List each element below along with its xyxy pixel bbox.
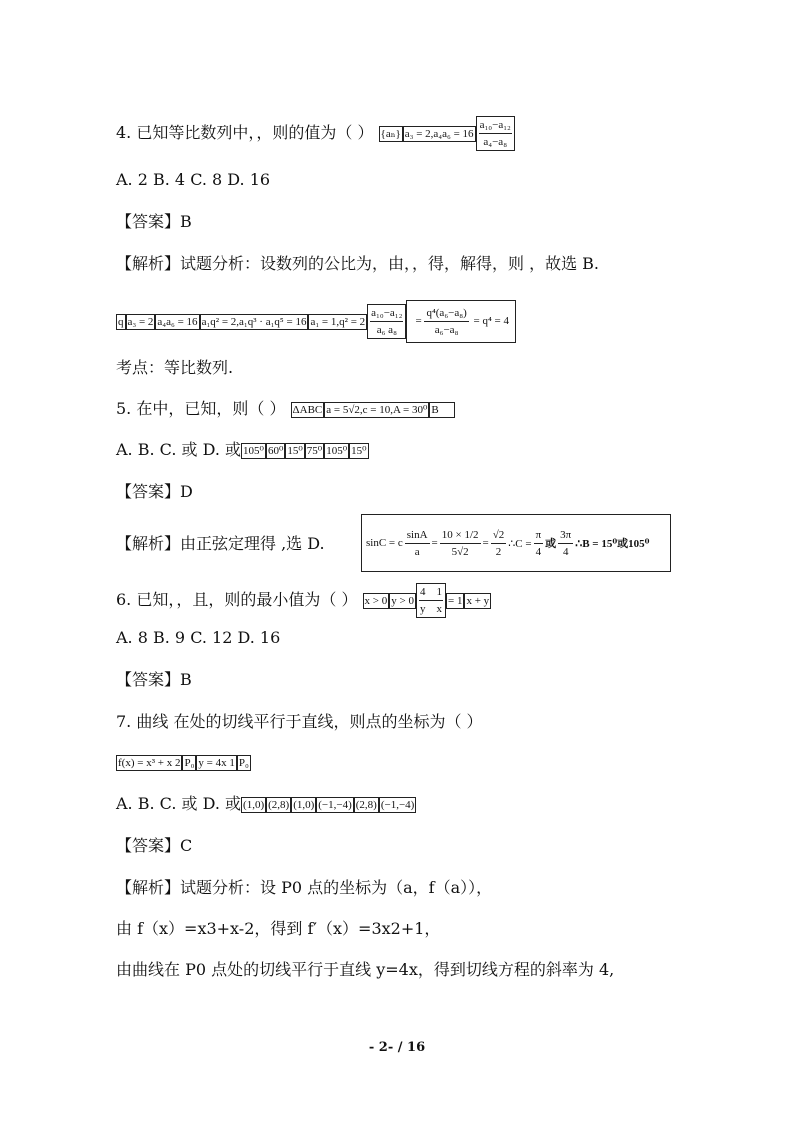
q4-sequence-box: {aₙ} <box>380 127 401 140</box>
q7-o2: (2,8) <box>268 798 290 811</box>
q7-answer: 【答案】C <box>116 836 193 855</box>
q5-o4: 75⁰ <box>306 444 323 457</box>
q7-analysis-line1: 【解析】试题分析：设 P0 点的坐标为（a，f（a））， <box>116 878 493 897</box>
q6-b2: y > 0 <box>391 594 414 607</box>
q5-analysis-line <box>116 532 325 556</box>
q6-stem-line <box>116 583 491 618</box>
q5-b-box: B <box>429 402 455 418</box>
q4-m6-fraction: $\frac{\text{a₁₀−a₁₂}}{\text{a₆ a₈}}$ <box>367 304 406 339</box>
q4-m5: a₁ = 1,q² = 2 <box>310 315 366 328</box>
q6-stem: 6. 已知，，且，则的最小值为（ ） <box>116 590 358 609</box>
q4-m1: q <box>118 315 124 328</box>
q5-stem: 5. 在中，已知，则（ ） <box>116 399 286 418</box>
q7-o6: (−1,−4) <box>380 798 415 811</box>
q7-stem: 7. 曲线 在处的切线平行于直线，则点的坐标为（ ） <box>116 712 483 731</box>
q6-options: A. 8 B. 9 C. 12 D. 16 <box>116 628 281 647</box>
q5-condition-box: a = 5√2,c = 10,A = 30⁰ <box>326 403 428 416</box>
q5-answer: 【答案】D <box>116 482 193 501</box>
q4-fraction: $\frac{\text{a₁₀−a₁₂}}{\text{a₄−a₈}}$ <box>476 116 515 151</box>
q7-b2: P₀ <box>184 756 195 769</box>
q7-formula-line <box>116 750 251 774</box>
q7-o1: (1,0) <box>243 798 265 811</box>
q7-o4: (−1,−4) <box>318 798 352 811</box>
q6-eq1: = 1 <box>447 594 463 607</box>
q4-m2: a₃ = 2 <box>127 315 154 328</box>
q5-options-line <box>116 438 369 462</box>
q6-b1: x > 0 <box>364 594 388 607</box>
q4-m3: a₄a₆ = 16 <box>157 315 198 328</box>
q7-options: A. B. C. 或 D. 或 <box>116 794 242 813</box>
q4-analysis: 【解析】试题分析：设数列的公比为，由，，得，解得，则 ，故选 B. <box>116 254 600 273</box>
q7-options-line <box>116 792 416 816</box>
q5-o3: 15⁰ <box>287 444 303 457</box>
q5-o1: 105⁰ <box>243 444 264 457</box>
q5-stem-line <box>116 397 455 421</box>
q4-kaodian: 考点：等比数列. <box>116 358 234 377</box>
q6-answer: 【答案】B <box>116 670 192 689</box>
q5-o6: 15⁰ <box>351 444 367 457</box>
q5-triangle-box: ΔABC <box>292 403 323 416</box>
q5-equation-box: sinC = c $\frac{\sin A}{a}$ = $\frac{10 \times 1/2}{5√2}$ = $\frac{√2}{2}$ ∴C = $\frac{\pi}{4}$ 或 3π 4 ∴B = 15⁰或105⁰ <box>361 514 671 572</box>
q7-b1: f(x) = x³ + x 2 <box>118 756 181 769</box>
q4-condition-box: a₃ = 2,a₄a₆ = 16 <box>404 127 474 140</box>
q4-options: A. 2 B. 4 C. 8 D. 16 <box>116 170 271 189</box>
q7-b3: y = 4x 1 <box>198 756 235 769</box>
q7-analysis-line3: 由曲线在 P0 点处的切线平行于直线 y=4x，得到切线方程的斜率为 4, <box>116 960 615 979</box>
q5-options: A. B. C. 或 D. 或 <box>116 440 242 459</box>
q7-analysis-line2: 由 f（x）=x3+x-2，得到 f′（x）=3x2+1， <box>116 919 441 938</box>
q6-fraction: $\frac{4 1}{\text{y x}}$ <box>416 583 446 618</box>
q5-o2: 60⁰ <box>267 444 284 457</box>
q4-m7: = $\frac{\text{q⁴(a₆−a₈)}}{\text{a₆−a₈}}$ = q⁴ = 4 <box>406 300 516 343</box>
q5-analysis: 【解析】由正弦定理得 ,选 D. <box>116 534 325 553</box>
q4-stem: 4. 已知等比数列中，，则的值为（ ） <box>116 123 374 142</box>
q4-stem-line <box>116 116 515 151</box>
q7-o3: (1,0) <box>293 798 315 811</box>
q4-m4: a₁q² = 2,a₁q³ · a₁q⁵ = 16 <box>201 315 307 328</box>
q4-answer: 【答案】B <box>116 212 192 231</box>
q7-b4: P₀ <box>238 756 249 769</box>
q4-formula-line <box>116 300 516 343</box>
q7-o5: (2,8) <box>355 798 377 811</box>
q6-b3: x + y <box>466 594 490 607</box>
page-number: - 2- / 16 <box>368 1040 426 1055</box>
q5-o5: 105⁰ <box>326 444 348 457</box>
